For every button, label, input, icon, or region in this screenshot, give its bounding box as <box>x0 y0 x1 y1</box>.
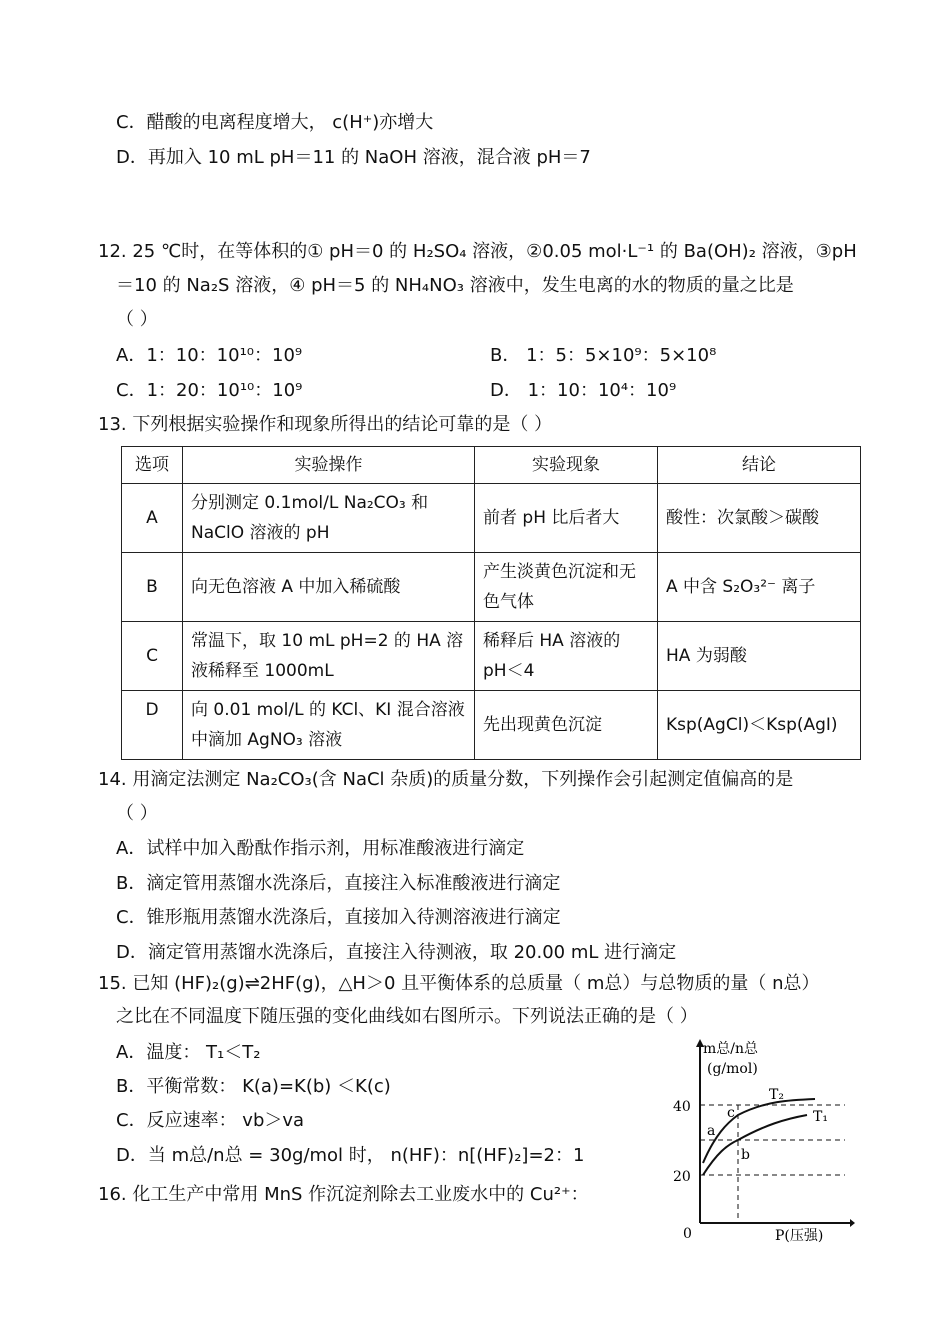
q12-stem-line1: 12. 25 ℃时，在等体积的① pH＝0 的 H₂SO₄ 溶液，②0.05 mol·L⁻¹ 的 Ba(OH)₂ 溶液，③pH <box>98 241 857 262</box>
q12-option-d: D． 1：10：10⁴：10⁹ <box>490 380 677 401</box>
header-operation: 实验操作 <box>183 447 475 484</box>
cell-operation: 向 0.01 mol/L 的 KCl、KI 混合溶液中滴加 AgNO₃ 溶液 <box>183 691 475 760</box>
q15-option-a: A．温度： T₁＜T₂ <box>116 1042 261 1063</box>
cell-conclusion: Ksp(AgCl)＜Ksp(AgI) <box>658 691 861 760</box>
cell-option: A <box>122 484 183 553</box>
table-header-row <box>122 447 861 484</box>
q15-option-c: C．反应速率： vb＞va <box>116 1110 305 1131</box>
cell-operation: 常温下，取 10 mL pH=2 的 HA 溶液稀释至 1000mL <box>183 622 475 691</box>
q15-stem-line1: 15. 已知 (HF)₂(g)⇌2HF(g)，△H＞0 且平衡体系的总质量（ m总）与总物质的量（ n总） <box>98 973 820 994</box>
q12-option-c: C．1：20：10¹⁰：10⁹ <box>116 380 303 401</box>
cell-option: C <box>122 622 183 691</box>
q14-stem-line2: （ ） <box>116 803 158 824</box>
table-row <box>122 553 861 622</box>
table-row <box>122 691 861 760</box>
q14-option-a: A．试样中加入酚酞作指示剂，用标准酸液进行滴定 <box>116 838 525 859</box>
q12-stem-line2: ＝10 的 Na₂S 溶液，④ pH＝5 的 NH₄NO₃ 溶液中，发生电离的水的物质的量之比是 <box>116 275 794 296</box>
point-a-label: a <box>707 1123 716 1139</box>
t1-curve <box>703 1115 807 1175</box>
q15-stem-line2: 之比在不同温度下随压强的变化曲线如右图所示。下列说法正确的是（ ） <box>116 1006 698 1027</box>
q16-stem: 16. 化工生产中常用 MnS 作沉淀剂除去工业废水中的 Cu²⁺： <box>98 1184 589 1205</box>
cell-phenomenon: 前者 pH 比后者大 <box>475 484 658 553</box>
header-conclusion: 结论 <box>658 447 861 484</box>
cell-phenomenon: 产生淡黄色沉淀和无色气体 <box>475 553 658 622</box>
q13-stem: 13. 下列根据实验操作和现象所得出的结论可靠的是（ ） <box>98 414 553 435</box>
origin-label: 0 <box>683 1226 692 1242</box>
y-axis-label-2: (g/mol) <box>707 1061 758 1077</box>
cell-conclusion: HA 为弱酸 <box>658 622 861 691</box>
cell-conclusion: 酸性：次氯酸＞碳酸 <box>658 484 861 553</box>
t2-label: T₂ <box>769 1087 784 1103</box>
y-axis-label-1: m总/n总 <box>703 1041 759 1057</box>
t1-label: T₁ <box>813 1109 828 1125</box>
x-axis-label: P(压强) <box>775 1228 824 1244</box>
cell-operation: 向无色溶液 A 中加入稀硫酸 <box>183 553 475 622</box>
cell-phenomenon: 先出现黄色沉淀 <box>475 691 658 760</box>
q12-option-a: A．1：10：10¹⁰：10⁹ <box>116 345 303 366</box>
q12-option-b: B． 1：5：5×10⁹：5×10⁸ <box>490 345 717 366</box>
experiment-table <box>121 446 861 760</box>
q11-option-d: D．再加入 10 mL pH＝11 的 NaOH 溶液，混合液 pH＝7 <box>116 147 591 168</box>
y-tick-20: 20 <box>673 1169 691 1185</box>
q15-option-b: B．平衡常数： K(a)=K(b) ＜K(c) <box>116 1076 391 1097</box>
cell-conclusion: A 中含 S₂O₃²⁻ 离子 <box>658 553 861 622</box>
cell-phenomenon: 稀释后 HA 溶液的 pH＜4 <box>475 622 658 691</box>
y-tick-40: 40 <box>673 1099 691 1115</box>
header-phenomenon: 实验现象 <box>475 447 658 484</box>
pressure-graph <box>665 1035 855 1245</box>
cell-option: D <box>122 691 183 760</box>
q14-option-c: C．锥形瓶用蒸馏水洗涤后，直接加入待测溶液进行滴定 <box>116 907 561 928</box>
point-b-label: b <box>741 1147 750 1163</box>
q15-option-d: D．当 m总/n总 = 30g/mol 时， n(HF)：n[(HF)₂]=2：1 <box>116 1145 585 1166</box>
q14-option-d: D．滴定管用蒸馏水洗涤后，直接注入待测液，取 20.00 mL 进行滴定 <box>116 942 677 963</box>
x-axis-arrow <box>850 1219 855 1227</box>
point-c-label: c <box>727 1105 735 1121</box>
q12-stem-line3: （ ） <box>116 309 158 330</box>
header-option: 选项 <box>122 447 183 484</box>
cell-operation: 分别测定 0.1mol/L Na₂CO₃ 和 NaClO 溶液的 pH <box>183 484 475 553</box>
table-row <box>122 484 861 553</box>
q11-option-c: C．醋酸的电离程度增大， c(H⁺)亦增大 <box>116 112 434 133</box>
table-row <box>122 622 861 691</box>
cell-option: B <box>122 553 183 622</box>
q14-option-b: B．滴定管用蒸馏水洗涤后，直接注入标准酸液进行滴定 <box>116 873 561 894</box>
q14-stem-line1: 14. 用滴定法测定 Na₂CO₃(含 NaCl 杂质)的质量分数，下列操作会引起测定值偏高的是 <box>98 769 794 790</box>
